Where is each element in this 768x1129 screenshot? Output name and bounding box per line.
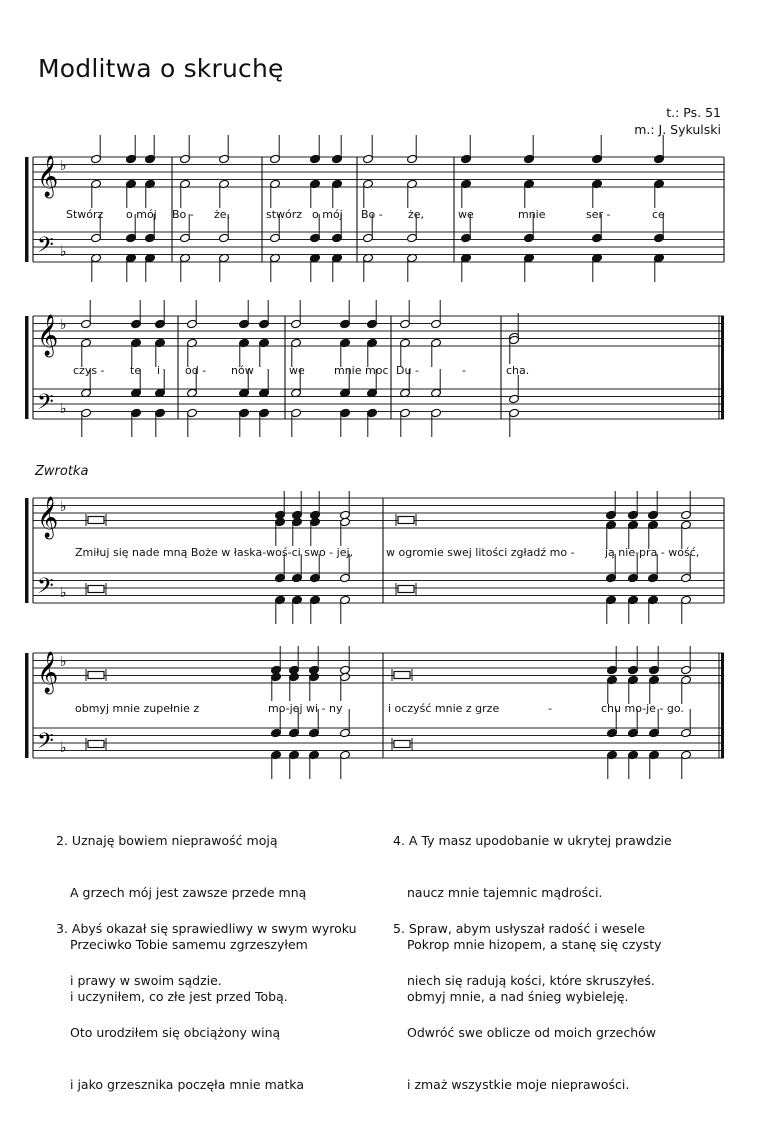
flat-key-icon: ♭ (60, 317, 67, 333)
lyric-syllable: obmyj mnie zupełnie z (75, 702, 200, 715)
lyric-syllable: cha. (506, 364, 530, 377)
lyric-syllable: we (458, 208, 474, 221)
breve-note (394, 741, 410, 748)
flat-key-icon: ♭ (60, 654, 67, 670)
bass-clef-icon: 𝄢 (37, 233, 54, 263)
lyric-syllable: mnie moc (334, 364, 389, 377)
bass-clef-icon: 𝄢 (37, 574, 54, 604)
treble-clef-icon: 𝄞 (37, 315, 59, 356)
lyric-syllable: chu mo-je - go. (601, 702, 684, 715)
flat-key-icon: ♭ (60, 401, 67, 417)
lyric-syllable: ser - (586, 208, 611, 221)
flat-key-icon: ♭ (60, 585, 67, 601)
lyric-syllable: nów (231, 364, 254, 377)
breve-note (88, 586, 104, 593)
flat-key-icon: ♭ (60, 158, 67, 174)
lyric-syllable: we (289, 364, 305, 377)
staff-systems (25, 155, 724, 759)
verse-3: 3. Abyś okazał się sprawiedliwy w swym wyroku i prawy w swoim sądzie. Oto urodziłem się obciążony winą i jako grzesznika poczęła mnie matka (56, 920, 357, 1093)
verse-number: 5. (393, 920, 405, 936)
lyric-syllable: Zmiłuj się nade mną Boże w łaska-woś-ci swo - jej, (75, 546, 354, 559)
bass-clef-icon: 𝄢 (37, 729, 54, 759)
system-bracket (25, 157, 29, 262)
system-bracket (25, 653, 29, 758)
treble-clef-icon: 𝄞 (37, 497, 59, 538)
lyric-syllable: stwórz (266, 208, 303, 221)
flat-key-icon: ♭ (60, 499, 67, 515)
breve-note (394, 672, 410, 679)
verse-4: 4. A Ty masz upodobanie w ukrytej prawdzie naucz mnie tajemnic mądrości. Pokrop mnie hizopem, a stanę się czysty obmyj mnie, a nad śnieg wybieleję. (393, 832, 672, 1005)
breve-note (398, 586, 414, 593)
verse-2: 2. Uznaję bowiem nieprawość moją A grzech mój jest zawsze przede mną Przeciwko Tobie samemu zgrzeszyłem i uczyniłem, co złe jest przed Tobą. (56, 832, 308, 1005)
lyric-syllable: od - (185, 364, 207, 377)
text-credit: t.: Ps. 51 (666, 105, 721, 120)
system-bracket (25, 316, 29, 419)
lyric-syllable: i (157, 364, 161, 377)
lyric-syllable: - (548, 702, 552, 715)
lyric-syllable: - (462, 364, 466, 377)
breve-note (88, 741, 104, 748)
verse-5: 5. Spraw, abym usłyszał radość i wesele niech się radują kości, które skruszyłeś. Odwróć swe oblicze od moich grzechów i zmaż wszystkie moje nieprawości. (393, 920, 656, 1093)
flat-key-icon: ♭ (60, 244, 67, 260)
lyric-syllable: i oczyść mnie z grze (388, 702, 500, 715)
lyric-syllable: Bo - (361, 208, 383, 221)
flat-key-icon: ♭ (60, 740, 67, 756)
lyric-syllable: ce (652, 208, 665, 221)
breve-note (398, 517, 414, 524)
breve-note (88, 672, 104, 679)
lyric-syllable: Bo - (172, 208, 194, 221)
lyric-syllable: o mój (312, 208, 343, 221)
final-barline (721, 316, 724, 419)
verse-number: 2. (56, 832, 68, 848)
lyric-syllable: o mój (126, 208, 157, 221)
treble-clef-icon: 𝄞 (37, 652, 59, 693)
verse-number: 4. (393, 832, 405, 848)
lyrics (66, 208, 699, 715)
verse-number: 3. (56, 920, 68, 936)
music-credit: m.: J. Sykulski (634, 122, 721, 137)
lyric-syllable: w ogromie swej litości zgładź mo - (386, 546, 575, 559)
treble-clef-icon: 𝄞 (37, 156, 59, 197)
lyric-syllable: mo-jej wi - ny (268, 702, 343, 715)
bass-clef-icon: 𝄢 (37, 390, 54, 420)
lyric-syllable: że, (408, 208, 425, 221)
lyric-syllable: te (130, 364, 142, 377)
section-label-zwrotka: Zwrotka (35, 464, 89, 479)
lyric-syllable: mnie (518, 208, 546, 221)
system-bracket (25, 498, 29, 603)
lyric-syllable: Du - (396, 364, 419, 377)
verses-block (0, 797, 768, 1093)
final-barline (721, 653, 724, 758)
lyric-syllable: ją nie-pra - wość, (605, 546, 700, 559)
lyric-syllable: że, (214, 208, 231, 221)
lyric-syllable: czys - (73, 364, 105, 377)
lyric-syllable: Stwórz (66, 208, 104, 221)
breve-note (88, 517, 104, 524)
page-title: Modlitwa o skruchę (38, 54, 284, 83)
